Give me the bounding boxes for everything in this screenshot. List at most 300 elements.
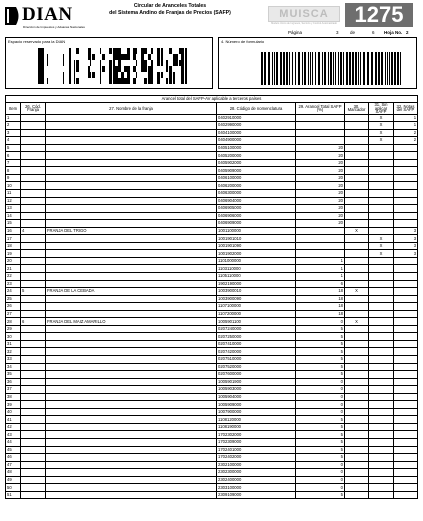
cell-item: 23 <box>6 280 21 288</box>
cell-notas <box>394 393 418 401</box>
cell-codigo-nomenclatura: 1108190000 <box>217 423 296 431</box>
cell-arancel-total: 5 <box>296 363 345 371</box>
cell-cod-franja <box>21 469 46 477</box>
table-super-header: Arancel total del SAFP-AV aplicable a terceros países <box>6 96 418 103</box>
cell-sin-safp <box>369 348 394 356</box>
cell-arancel-total: 0 <box>296 476 345 484</box>
cell-marcador <box>345 129 369 137</box>
cell-codigo-nomenclatura: 1001901010 <box>217 235 296 243</box>
cell-marcador <box>345 280 369 288</box>
cell-notas <box>394 205 418 213</box>
cell-arancel-total: 18 <box>296 295 345 303</box>
cell-sin-safp <box>369 371 394 379</box>
cell-cod-franja <box>21 257 46 265</box>
cell-sin-safp <box>369 257 394 265</box>
pagina-value: 3 <box>336 30 339 35</box>
cell-arancel-total: 0 <box>296 378 345 386</box>
cell-nombre-franja <box>46 272 217 280</box>
cell-notas <box>394 484 418 492</box>
cell-codigo-nomenclatura: 1107200000 <box>217 310 296 318</box>
cell-cod-franja <box>21 137 46 145</box>
cell-notas <box>394 152 418 160</box>
cell-marcador <box>345 212 369 220</box>
cell-item: 32 <box>6 348 21 356</box>
cell-marcador <box>345 333 369 341</box>
cell-marcador <box>345 137 369 145</box>
cell-item: 29 <box>6 325 21 333</box>
cell-nombre-franja <box>46 144 217 152</box>
cell-nombre-franja: FRANJA DEL MAIZ AMARILLO <box>46 318 217 326</box>
cell-nombre-franja <box>46 174 217 182</box>
cell-item: 51 <box>6 491 21 499</box>
table-row <box>6 491 418 499</box>
cell-marcador <box>345 257 369 265</box>
logo-subtext: Dirección de Impuestos y Aduanas Nacionales <box>23 25 85 29</box>
cell-sin-safp <box>369 272 394 280</box>
cell-nombre-franja <box>46 220 217 228</box>
reserved-label: Espacio reservado para la DIAN <box>8 39 66 44</box>
cell-codigo-nomenclatura: 1003900090 <box>217 295 296 303</box>
table-row <box>6 431 418 439</box>
cell-item: 8 <box>6 167 21 175</box>
cell-codigo-nomenclatura: 0207520000 <box>217 363 296 371</box>
cell-cod-franja <box>21 356 46 364</box>
table-row <box>6 378 418 386</box>
cell-arancel-total: 0 <box>296 469 345 477</box>
table-row <box>6 242 418 250</box>
cell-marcador <box>345 159 369 167</box>
cell-codigo-nomenclatura: 2302300000 <box>217 469 296 477</box>
cell-sin-safp: X <box>369 137 394 145</box>
cell-arancel-total: 5 <box>296 348 345 356</box>
cell-cod-franja <box>21 303 46 311</box>
cell-codigo-nomenclatura: 0402910000 <box>217 114 296 122</box>
table-row <box>6 454 418 462</box>
cell-arancel-total: 0 <box>296 386 345 394</box>
table-row <box>6 220 418 228</box>
cell-marcador <box>345 122 369 130</box>
cell-arancel-total: 20 <box>296 152 345 160</box>
cell-marcador <box>345 446 369 454</box>
cell-item: 19 <box>6 250 21 258</box>
cell-arancel-total: 20 <box>296 182 345 190</box>
cell-sin-safp: X <box>369 122 394 130</box>
cell-sin-safp <box>369 401 394 409</box>
cell-nombre-franja <box>46 205 217 213</box>
cell-marcador <box>345 265 369 273</box>
cell-cod-franja <box>21 295 46 303</box>
cell-nombre-franja <box>46 461 217 469</box>
cell-sin-safp <box>369 212 394 220</box>
cell-nombre-franja <box>46 182 217 190</box>
cell-codigo-nomenclatura: 2302400000 <box>217 476 296 484</box>
cell-item: 17 <box>6 235 21 243</box>
col-header-notas: 32. Notas del SAFP <box>394 103 418 115</box>
cell-marcador <box>345 439 369 447</box>
cell-notas <box>394 461 418 469</box>
cell-codigo-nomenclatura: 1107100000 <box>217 303 296 311</box>
cell-arancel-total: 20 <box>296 212 345 220</box>
cell-nombre-franja <box>46 423 217 431</box>
table-row <box>6 333 418 341</box>
cell-codigo-nomenclatura: 2309109000 <box>217 491 296 499</box>
cell-notas <box>394 310 418 318</box>
cell-marcador <box>345 363 369 371</box>
col-header-arancel: 29. Arancel Total SAFP (%) <box>296 103 345 115</box>
cell-item: 45 <box>6 446 21 454</box>
table-row <box>6 401 418 409</box>
cell-nombre-franja <box>46 167 217 175</box>
cell-cod-franja <box>21 484 46 492</box>
cell-marcador <box>345 250 369 258</box>
cell-item: 27 <box>6 310 21 318</box>
cell-item: 25 <box>6 295 21 303</box>
cell-notas <box>394 416 418 424</box>
cell-nombre-franja <box>46 340 217 348</box>
cell-arancel-total: 1 <box>296 257 345 265</box>
cell-item: 49 <box>6 476 21 484</box>
cell-marcador <box>345 340 369 348</box>
cell-arancel-total: 0 <box>296 484 345 492</box>
cell-sin-safp <box>369 484 394 492</box>
cell-notas <box>394 431 418 439</box>
cell-item: 41 <box>6 416 21 424</box>
cell-cod-franja <box>21 310 46 318</box>
table-row <box>6 197 418 205</box>
cell-arancel-total <box>296 137 345 145</box>
cell-marcador <box>345 401 369 409</box>
cell-notas <box>394 257 418 265</box>
table-row <box>6 235 418 243</box>
cell-sin-safp <box>369 303 394 311</box>
formulario-label: 4. Número de formulario <box>221 39 265 44</box>
cell-arancel-total: 20 <box>296 197 345 205</box>
cell-cod-franja <box>21 189 46 197</box>
col-header-nombre: 27. Nombre de la franja <box>46 103 217 115</box>
cell-notas <box>394 288 418 296</box>
cell-cod-franja <box>21 212 46 220</box>
logo-text: DIAN <box>22 4 73 25</box>
cell-arancel-total: 20 <box>296 220 345 228</box>
cell-nombre-franja <box>46 363 217 371</box>
cell-item: 15 <box>6 220 21 228</box>
cell-cod-franja <box>21 152 46 160</box>
cell-arancel-total: 5 <box>296 454 345 462</box>
cell-notas <box>394 325 418 333</box>
cell-item: 22 <box>6 272 21 280</box>
cell-arancel-total <box>296 250 345 258</box>
cell-cod-franja <box>21 333 46 341</box>
cell-sin-safp <box>369 439 394 447</box>
cell-codigo-nomenclatura: 1103110000 <box>217 265 296 273</box>
cell-codigo-nomenclatura: 1702302000 <box>217 431 296 439</box>
cell-nombre-franja <box>46 235 217 243</box>
cell-codigo-nomenclatura: 1007900000 <box>217 408 296 416</box>
cell-arancel-total: 5 <box>296 439 345 447</box>
cell-sin-safp <box>369 182 394 190</box>
de-value: 6 <box>372 30 375 35</box>
table-row <box>6 137 418 145</box>
cell-sin-safp <box>369 167 394 175</box>
cell-cod-franja: 4 <box>21 227 46 235</box>
cell-item: 20 <box>6 257 21 265</box>
dian-emblem-icon <box>4 6 22 26</box>
cell-arancel-total <box>296 114 345 122</box>
cell-notas <box>394 295 418 303</box>
cell-arancel-total: 5 <box>296 491 345 499</box>
cell-arancel-total <box>296 227 345 235</box>
table-row <box>6 272 418 280</box>
cell-item: 5 <box>6 144 21 152</box>
cell-marcador <box>345 242 369 250</box>
cell-arancel-total: 0 <box>296 401 345 409</box>
table-row <box>6 205 418 213</box>
cell-cod-franja <box>21 265 46 273</box>
cell-sin-safp <box>369 446 394 454</box>
hoja-label: Hoja No. <box>384 30 403 35</box>
cell-codigo-nomenclatura: 0207250000 <box>217 333 296 341</box>
cell-marcador <box>345 205 369 213</box>
cell-cod-franja <box>21 242 46 250</box>
cell-cod-franja <box>21 167 46 175</box>
table-row <box>6 114 418 122</box>
cell-cod-franja: 5 <box>21 288 46 296</box>
cell-marcador <box>345 386 369 394</box>
cell-item: 9 <box>6 174 21 182</box>
cell-nombre-franja <box>46 378 217 386</box>
table-row <box>6 325 418 333</box>
cell-notas <box>394 348 418 356</box>
cell-cod-franja <box>21 272 46 280</box>
cell-marcador <box>345 174 369 182</box>
cell-notas <box>394 423 418 431</box>
cell-arancel-total <box>296 235 345 243</box>
cell-sin-safp <box>369 469 394 477</box>
cell-sin-safp <box>369 220 394 228</box>
table-row <box>6 386 418 394</box>
cell-nombre-franja <box>46 325 217 333</box>
table-row <box>6 122 418 130</box>
cell-codigo-nomenclatura: 1001100000 <box>217 227 296 235</box>
table-row <box>6 469 418 477</box>
cell-nombre-franja <box>46 469 217 477</box>
cell-nombre-franja <box>46 137 217 145</box>
cell-sin-safp <box>369 318 394 326</box>
cell-codigo-nomenclatura: 0405902000 <box>217 159 296 167</box>
cell-nombre-franja <box>46 439 217 447</box>
cell-item: 40 <box>6 408 21 416</box>
cell-item: 46 <box>6 454 21 462</box>
cell-codigo-nomenclatura: 1005904000 <box>217 393 296 401</box>
table-row <box>6 189 418 197</box>
cell-arancel-total: 5 <box>296 333 345 341</box>
cell-sin-safp <box>369 423 394 431</box>
cell-marcador <box>345 491 369 499</box>
cell-codigo-nomenclatura: 0207410000 <box>217 340 296 348</box>
pdf417-barcode-icon <box>38 48 188 84</box>
cell-arancel-total: 0 <box>296 408 345 416</box>
cell-cod-franja <box>21 439 46 447</box>
cell-sin-safp <box>369 288 394 296</box>
cell-sin-safp <box>369 265 394 273</box>
cell-notas <box>394 371 418 379</box>
cell-nombre-franja <box>46 476 217 484</box>
hoja-value: 2 <box>406 30 409 35</box>
cell-sin-safp <box>369 227 394 235</box>
cell-cod-franja <box>21 250 46 258</box>
cell-item: 37 <box>6 386 21 394</box>
cell-notas: 1 <box>394 114 418 122</box>
cell-sin-safp <box>369 386 394 394</box>
col-header-marcador: 30. Marcador <box>345 103 369 115</box>
cell-marcador <box>345 197 369 205</box>
table-row <box>6 167 418 175</box>
cell-item: 47 <box>6 461 21 469</box>
cell-codigo-nomenclatura: 0405909000 <box>217 167 296 175</box>
cell-arancel-total: 0 <box>296 318 345 326</box>
muisca-subtext: Modelo Único de Ingresos, Servicio y Control Automatizado <box>271 22 337 25</box>
cell-notas <box>394 189 418 197</box>
cell-notas <box>394 491 418 499</box>
cell-item: 24 <box>6 288 21 296</box>
cell-sin-safp <box>369 378 394 386</box>
aranceles-table <box>5 95 418 499</box>
cell-nombre-franja <box>46 265 217 273</box>
cell-sin-safp: X <box>369 242 394 250</box>
cell-cod-franja <box>21 235 46 243</box>
cell-nombre-franja <box>46 393 217 401</box>
cell-marcador <box>345 393 369 401</box>
cell-notas <box>394 144 418 152</box>
cell-notas <box>394 378 418 386</box>
cell-nombre-franja <box>46 333 217 341</box>
cell-notas <box>394 401 418 409</box>
cell-arancel-total: 0 <box>296 461 345 469</box>
cell-item: 38 <box>6 393 21 401</box>
cell-codigo-nomenclatura: 0406904000 <box>217 197 296 205</box>
cell-nombre-franja <box>46 416 217 424</box>
cell-arancel-total: 5 <box>296 446 345 454</box>
cell-marcador <box>345 303 369 311</box>
table-row <box>6 371 418 379</box>
table-row <box>6 250 418 258</box>
cell-cod-franja <box>21 280 46 288</box>
cell-item: 18 <box>6 242 21 250</box>
cell-item: 42 <box>6 423 21 431</box>
cell-codigo-nomenclatura: 2303100000 <box>217 484 296 492</box>
cell-notas: 3 <box>394 250 418 258</box>
table-row <box>6 265 418 273</box>
cell-nombre-franja <box>46 257 217 265</box>
cell-codigo-nomenclatura: 1001901090 <box>217 242 296 250</box>
cell-notas: 3 <box>394 227 418 235</box>
cell-marcador <box>345 378 369 386</box>
table-row <box>6 310 418 318</box>
cell-item: 7 <box>6 159 21 167</box>
table-row <box>6 439 418 447</box>
table-row <box>6 393 418 401</box>
title-line-1: Circular de Aranceles Totales <box>133 3 207 9</box>
cell-arancel-total: 5 <box>296 423 345 431</box>
cell-codigo-nomenclatura: 0405100000 <box>217 144 296 152</box>
table-row <box>6 295 418 303</box>
linear-barcode-icon <box>261 52 401 85</box>
cell-codigo-nomenclatura: 1005901100 <box>217 318 296 326</box>
cell-sin-safp <box>369 461 394 469</box>
cell-arancel-total: 5 <box>296 371 345 379</box>
table-row <box>6 129 418 137</box>
cell-notas <box>394 159 418 167</box>
cell-nombre-franja <box>46 114 217 122</box>
cell-codigo-nomenclatura: 0406906000 <box>217 212 296 220</box>
cell-notas <box>394 318 418 326</box>
cell-cod-franja <box>21 340 46 348</box>
cell-codigo-nomenclatura: 0207240000 <box>217 325 296 333</box>
cell-item: 31 <box>6 340 21 348</box>
cell-marcador <box>345 476 369 484</box>
cell-codigo-nomenclatura: 1001902000 <box>217 250 296 258</box>
cell-item: 13 <box>6 205 21 213</box>
cell-codigo-nomenclatura: 0207420000 <box>217 348 296 356</box>
cell-codigo-nomenclatura: 0207510000 <box>217 356 296 364</box>
cell-cod-franja <box>21 386 46 394</box>
cell-item: 33 <box>6 356 21 364</box>
cell-nombre-franja <box>46 197 217 205</box>
cell-codigo-nomenclatura: 1108120000 <box>217 416 296 424</box>
cell-item: 43 <box>6 431 21 439</box>
table-row <box>6 446 418 454</box>
cell-codigo-nomenclatura: 0207600000 <box>217 371 296 379</box>
cell-nombre-franja <box>46 356 217 364</box>
cell-marcador <box>345 484 369 492</box>
cell-notas <box>394 174 418 182</box>
cell-arancel-total: 1 <box>296 265 345 273</box>
cell-marcador <box>345 272 369 280</box>
cell-arancel-total <box>296 242 345 250</box>
cell-item: 30 <box>6 333 21 341</box>
table-row <box>6 144 418 152</box>
cell-sin-safp <box>369 310 394 318</box>
cell-codigo-nomenclatura: 1702402000 <box>217 454 296 462</box>
cell-notas <box>394 303 418 311</box>
cell-cod-franja <box>21 401 46 409</box>
table-row <box>6 340 418 348</box>
title-line-2: del Sistema Andino de Franjas de Precios (SAFP) <box>109 10 231 16</box>
document-title <box>80 3 260 17</box>
cell-marcador <box>345 152 369 160</box>
cell-nombre-franja <box>46 242 217 250</box>
cell-arancel-total <box>296 129 345 137</box>
cell-arancel-total: 18 <box>296 303 345 311</box>
cell-notas <box>394 265 418 273</box>
cell-item: 26 <box>6 303 21 311</box>
cell-codigo-nomenclatura: 2302100000 <box>217 461 296 469</box>
cell-marcador <box>345 325 369 333</box>
cell-marcador <box>345 310 369 318</box>
cell-cod-franja <box>21 159 46 167</box>
pagina-label: Página <box>288 30 303 35</box>
cell-cod-franja <box>21 378 46 386</box>
cell-sin-safp <box>369 325 394 333</box>
cell-notas <box>394 197 418 205</box>
cell-notas <box>394 167 418 175</box>
cell-marcador <box>345 348 369 356</box>
cell-sin-safp <box>369 340 394 348</box>
cell-codigo-nomenclatura: 1702309000 <box>217 439 296 447</box>
cell-sin-safp <box>369 476 394 484</box>
cell-nombre-franja: FRANJA DE LA CEBADA <box>46 288 217 296</box>
cell-cod-franja <box>21 461 46 469</box>
